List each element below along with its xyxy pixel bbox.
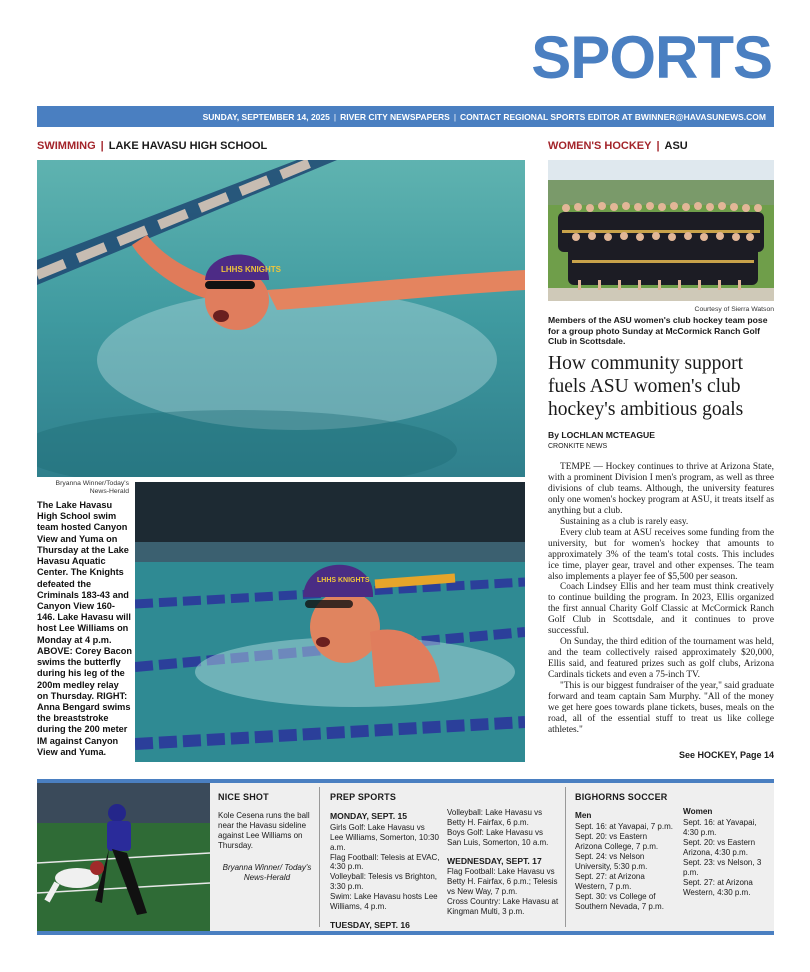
women-label: Women xyxy=(683,807,713,816)
schedule-item: Sept. 27: at Arizona Western, 7 p.m. xyxy=(575,871,645,891)
prep-sports-column-2 xyxy=(447,783,559,931)
hockey-team-photo xyxy=(548,160,774,301)
butterfly-swimmer-photo xyxy=(37,160,525,477)
contact-line: CONTACT REGIONAL SPORTS EDITOR AT BWINNER@HAVASUNEWS.COM xyxy=(460,111,766,122)
schedule-day: WEDNESDAY, SEPT. 17 xyxy=(447,855,542,866)
kicker-topic: LAKE HAVASU HIGH SCHOOL xyxy=(108,140,268,152)
schedule-item: Girls Golf: Lake Havasu vs Lee Williams, Somerton, 10:30 a.m. xyxy=(330,822,439,852)
nice-shot-title: NICE SHOT xyxy=(218,792,269,802)
masthead-bar xyxy=(37,106,774,127)
article-paragraph: Every club team at ASU receives some funding from the university, but for women's hockey that amounts to approximately 3% of the team's total costs. This includes ice time, player gear, travel and other expenses. The team also implements a player fee of $5,500 per season. xyxy=(548,527,774,582)
article-paragraph: On Sunday, the third edition of the tournament was held, and the team collectively raised approximately $20,000, Ellis said, and featured prizes such as golf clubs, Arizona Cardinals tickets and even a 75-inch TV. xyxy=(548,637,774,681)
nice-shot-column xyxy=(218,783,316,931)
separator: | xyxy=(333,111,337,122)
bighorns-women-column xyxy=(683,783,769,931)
article-headline: How community support fuels ASU women's club hockey's ambitious goals xyxy=(548,353,744,420)
schedule-item: Flag Football: Telesis at EVAC, 4:30 p.m. xyxy=(330,852,440,872)
bighorns-men-column xyxy=(575,783,673,931)
cap-lettering: LHHS KNIGHTS xyxy=(221,265,281,274)
hockey-caption: Members of the ASU women's club hockey team pose for a group photo Sunday at McCormick Ranch Golf Club in Scottsdale. xyxy=(548,315,768,347)
nice-shot-credit: Bryanna Winner/ Today's News-Herald xyxy=(222,862,312,882)
schedule-day: MONDAY, SEPT. 15 xyxy=(330,811,408,822)
football-photo xyxy=(37,783,210,931)
schedule-item: Sept. 23: vs Nelson, 3 p.m. xyxy=(683,857,762,877)
issue-date: SUNDAY, SEPTEMBER 14, 2025 xyxy=(202,111,330,122)
column-rule xyxy=(565,787,566,927)
schedule-item: Sept. 24: vs Nelson University, 5:30 p.m. xyxy=(575,852,648,871)
kicker-topic: ASU xyxy=(664,140,688,152)
schedule-item: Flag Football: Lake Havasu vs Betty H. Fairfax, 6 p.m.; Telesis vs New Way, 7 p.m. xyxy=(447,867,558,897)
byline-org: CRONKITE NEWS xyxy=(548,443,608,450)
kicker-section: WOMEN'S HOCKEY xyxy=(548,140,652,152)
divider xyxy=(37,931,774,935)
section-title: SPORTS xyxy=(531,24,772,91)
kicker-section: SWIMMING xyxy=(37,140,96,152)
article-paragraph: Coach Lindsey Ellis and her team must think creatively to continue building the program. In 2023, Ellis organized the first annual Charity Golf Classic at McCormick Ranch Golf Club in Scottsdale, and it continues to prove successful. xyxy=(548,582,774,637)
article-paragraph: "This is our biggest fundraiser of the year," said graduate forward and team captain Sam Murphy. "All of the money we get here goes towards plane tickets, buses, meals on the road, all of the essential stuff to treat us like college athletes." xyxy=(548,681,774,735)
prep-sports-column-1 xyxy=(330,783,440,931)
men-label: Men xyxy=(575,811,592,821)
prep-sports-title: PREP SPORTS xyxy=(330,792,397,802)
nice-shot-caption: Kole Cesena runs the ball near the Havasu sideline against Lee Williams on Thursday. xyxy=(218,811,310,850)
schedule-item: Cross Country: Lake Havasu at Kingman Multi, 3 p.m. xyxy=(447,897,559,916)
schedule-item: Sept. 16: at Yavapai, 4:30 p.m. xyxy=(683,818,757,838)
article-paragraph: TEMPE — Hockey continues to thrive at Arizona State, with a prominent Division I men's program, as well as three divisions of club teams. Although, the university features only one women's hockey program at ASU, it treats itself as anything but a club. xyxy=(548,462,774,516)
schedule-item: Sept. 30: vs College of Southern Nevada, 7 p.m. xyxy=(575,891,664,911)
schedule-item: Sept. 27: at Arizona Western, 4:30 p.m. xyxy=(683,877,753,897)
schedule-item: Sept. 20: vs Eastern Arizona College, 7 p.m. xyxy=(575,832,659,852)
byline: By LOCHLAN MCTEAGUE xyxy=(548,430,655,440)
schedule-item: Sept. 20: vs Eastern Arizona, 4:30 p.m. xyxy=(683,837,756,857)
schedule-item: Swim: Lake Havasu hosts Lee Williams, 4 p.m. xyxy=(330,892,438,912)
schedule-item: Sept. 16: at Yavapai, 7 p.m. xyxy=(575,822,673,832)
schedule-item: Volleyball: Lake Havasu vs Betty H. Fairfax, 6 p.m. xyxy=(447,808,543,827)
jump-line: See HOCKEY, Page 14 xyxy=(678,750,774,760)
schedule-item: Boys Golf: Lake Havasu vs San Luis, Somerton, 10 a.m. xyxy=(447,827,549,847)
bighorns-title: BIGHORNS SOCCER xyxy=(575,792,668,802)
schedule-day: TUESDAY, SEPT. 16 xyxy=(330,919,410,930)
svg-text:LHHS KNIGHTS: LHHS KNIGHTS xyxy=(317,577,370,584)
breaststroke-swimmer-photo xyxy=(135,482,525,762)
article-body xyxy=(548,462,774,736)
column-rule xyxy=(319,787,320,927)
schedule-item: Volleyball: Telesis vs Brighton, 3:30 p.m. xyxy=(330,872,438,892)
swim-caption: The Lake Havasu High School swim team hosted Canyon View and Yuma on Thursday at the Lake Havasu Aquatic Center. The Knights defeated the Criminals 183-43 and Canyon View 160-146. Lake Havasu will host Lee Williams on Monday at 4 p.m. ABOVE: Corey Bacon swims the butterfly during his leg of the 200m medley relay on Thursday. RIGHT: Anna Bengard swims the breaststroke during the 200 meter IM against Canyon View and Yuma. xyxy=(37,500,132,757)
swimming-kicker: SWIMMING | LAKE HAVASU HIGH SCHOOL xyxy=(37,140,268,152)
separator: | xyxy=(453,111,457,122)
hockey-photo-credit: Courtesy of Sierra Watson xyxy=(694,306,774,313)
article-paragraph: Sustaining as a club is rarely easy. xyxy=(560,516,689,527)
swim-photo-credit: Bryanna Winner/Today's News-Herald xyxy=(55,480,129,496)
hockey-kicker: WOMEN'S HOCKEY | ASU xyxy=(548,140,688,152)
paper-name: RIVER CITY NEWSPAPERS xyxy=(340,111,450,122)
